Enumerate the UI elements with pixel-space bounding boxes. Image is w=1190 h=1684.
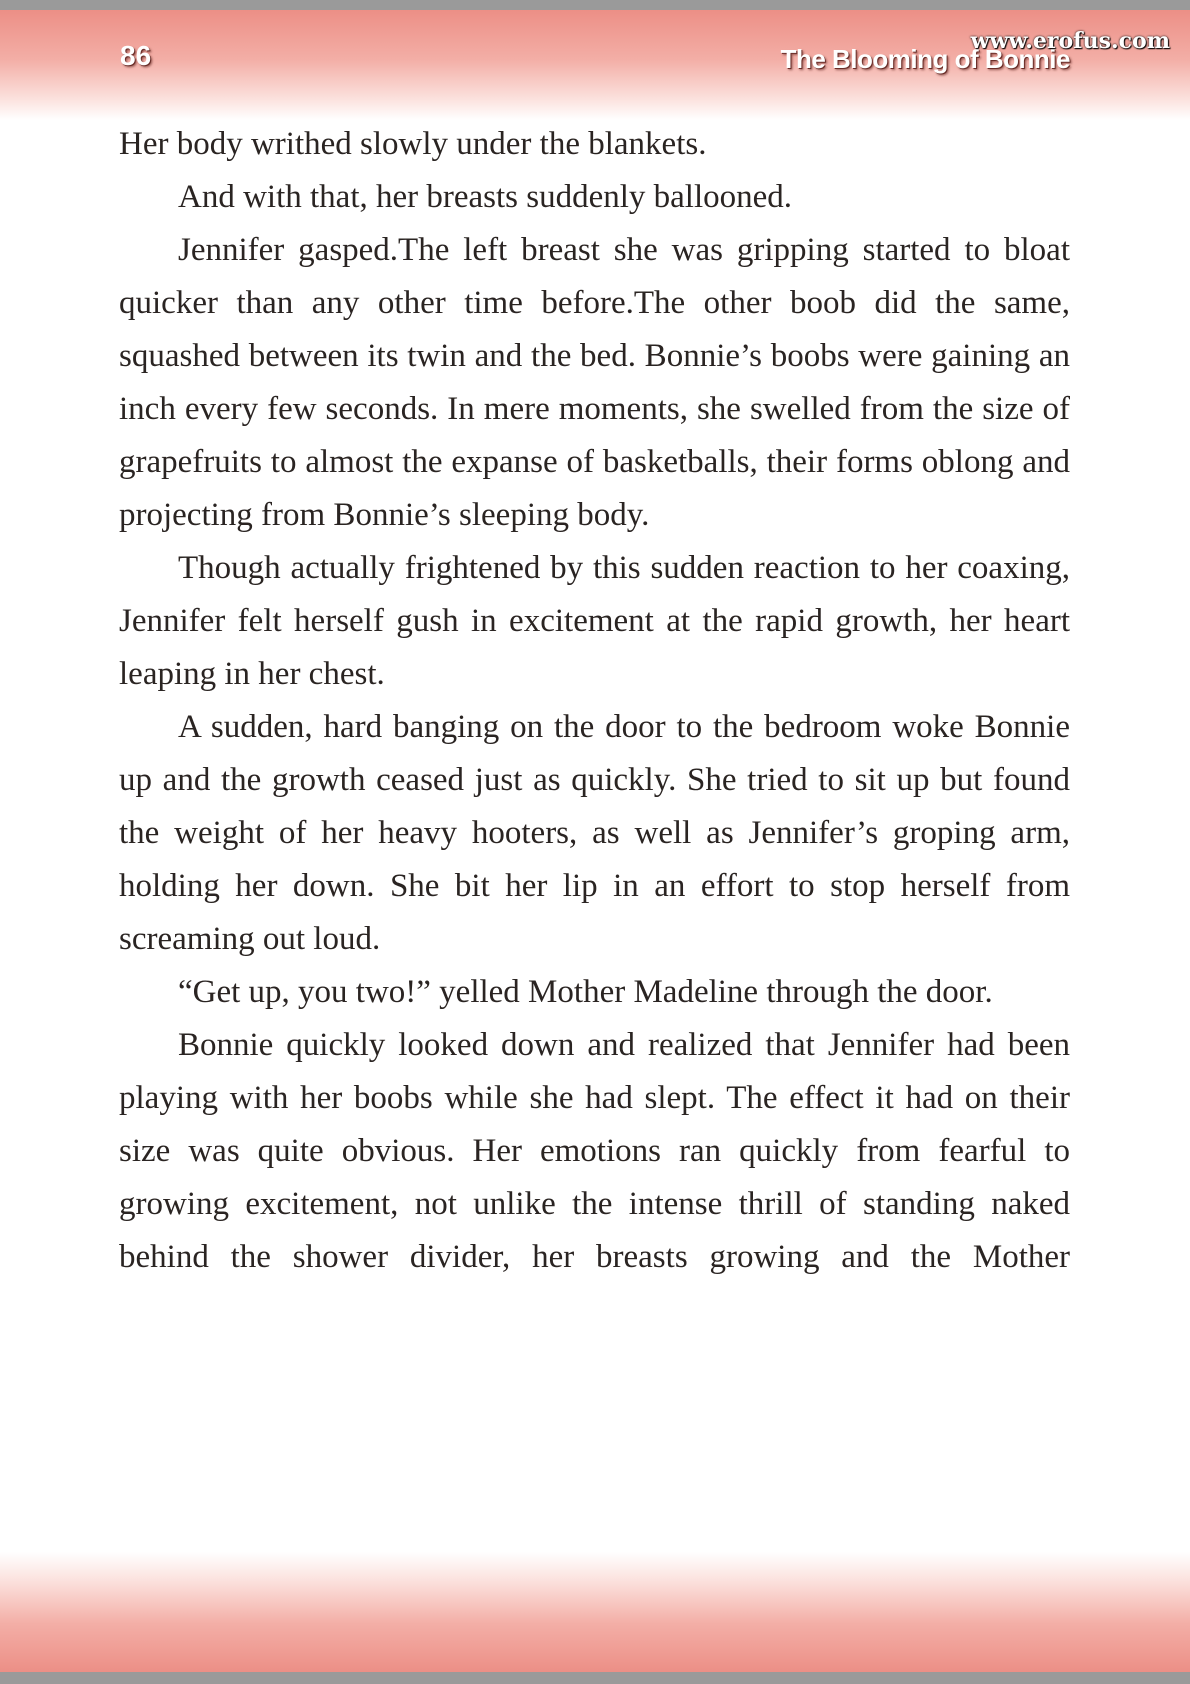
paragraph-2: And with that, her breasts suddenly ballooned. [178,179,793,215]
page-number: 86 [120,40,152,71]
top-rule [0,0,1190,10]
paragraph-4: Though actually frightened by this sudden reaction to her coaxing, Jennifer felt herself gush in excitement at the rapid growth, her heart leaping in her chest. [119,550,1070,692]
paragraph-3: Jennifer gasped.The left breast she was gripping started to bloat quicker than any other time before.The other boob did the same, squashed between its twin and the bed. Bonnie’s boobs were gaining an inch every few seconds. In mere moments, she swelled from the size of grapefruits to almost the expanse of basketballs, their forms oblong and projecting from Bonnie’s sleeping body. [119,232,1070,533]
running-title: The Blooming of Bonnie [780,44,1070,74]
body-text [119,118,1070,1284]
bottom-rule [0,1672,1190,1684]
paragraph-7: Bonnie quickly looked down and realized that Jennifer had been playing with her boobs while she had slept. The effect it had on their size was quite obvious. Her emotions ran quickly from fearful to growing excitement, not unlike the intense thrill of standing naked behind the shower divider, her breasts growing and the Mother [119,1027,1070,1275]
page-footer [0,1552,1190,1672]
paragraph-6: “Get up, you two!” yelled Mother Madeline through the door. [178,974,993,1010]
page-header [0,10,1190,120]
paragraph-1: Her body writhed slowly under the blankets. [119,126,707,162]
watermark: www.erofus.com [970,28,1170,54]
paragraph-5: A sudden, hard banging on the door to the bedroom woke Bonnie up and the growth ceased just as quickly. She tried to sit up but found the weight of her heavy hooters, as well as Jennifer’s groping arm, holding her down. She bit her lip in an effort to stop herself from screaming out loud. [119,709,1070,957]
